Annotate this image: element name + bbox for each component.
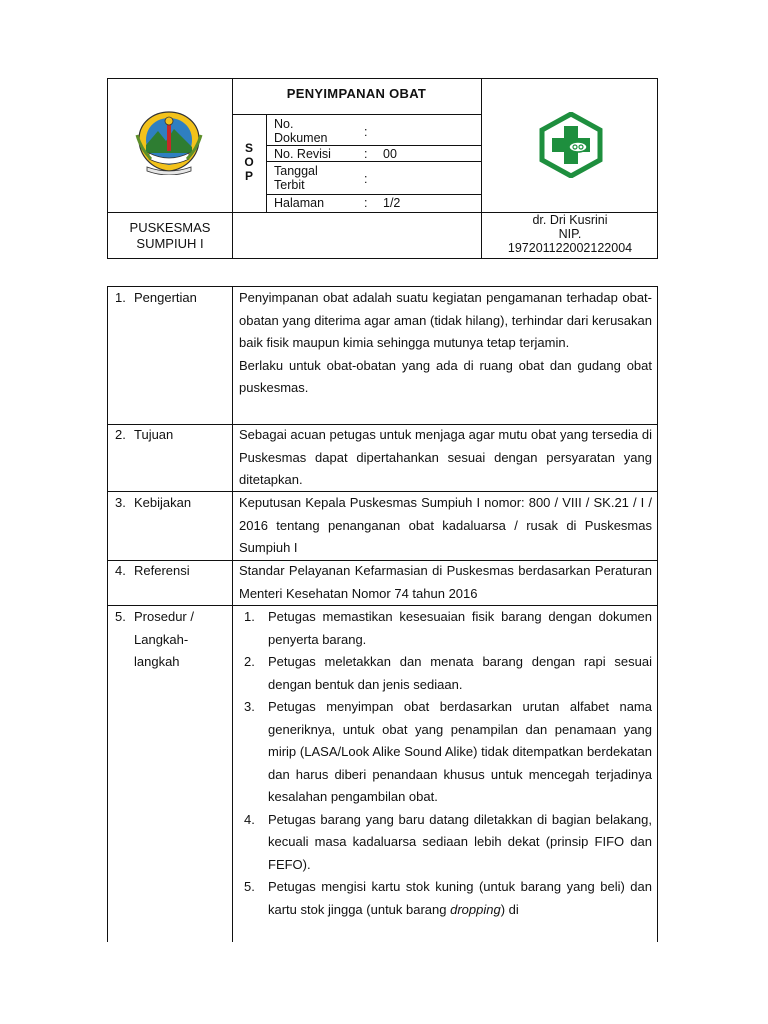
meta-label-tanggal-terbit: Tanggal Terbit [274, 164, 318, 192]
procedure-step: 3. Petugas menyimpan obat berdasarkan urutan alfabet nama generiknya, untuk obat yang penampilan dan penamaan yang mirip (LASA/Look Alike Sound Alike) tidak ditempatkan berdekatan dan harus diberi penandaan khusus untuk mencegah terjadinya kesalahan pengambilan obat. [244, 699, 652, 804]
section-label-kebijakan: 3. Kebijakan [115, 495, 192, 510]
meta-colon: : [364, 172, 368, 186]
procedure-step: 5. Petugas mengisi kartu stok kuning (untuk barang yang beli) dan kartu stok jingga (untuk barang dropping) di [244, 879, 652, 917]
procedure-step: 1. Petugas memastikan kesesuaian fisik barang dengan dokumen penyerta barang. [244, 609, 652, 647]
section-text-referensi: Standar Pelayanan Kefarmasian di Puskesmas berdasarkan Peraturan Menteri Kesehatan Nomor 74 tahun 2016 [239, 563, 652, 601]
meta-label-no-dokumen: No. Dokumen [274, 117, 328, 145]
meta-label-no-revisi: No. Revisi [274, 147, 331, 161]
section-text-kebijakan: Keputusan Kepala Puskesmas Sumpiuh I nomor: 800 / VIII / SK.21 / I / 2016 tentang penanganan obat kadaluarsa / rusak di Puskesmas Sumpiuh I [239, 495, 652, 555]
regency-emblem-icon [133, 109, 205, 180]
meta-colon: : [364, 125, 368, 139]
meta-value-halaman: 1/2 [383, 196, 401, 210]
sop-vertical-label: S O P [244, 141, 254, 183]
document-title: PENYIMPANAN OBAT [286, 86, 427, 101]
procedure-steps-list [239, 606, 652, 921]
section-text-pengertian: Penyimpanan obat adalah suatu kegiatan pengamanan terhadap obat-obatan yang diterima agar aman (tidak hilang), terhindar dari kerusakan baik fisik maupun kimia sehingga mutunya tetap terjamin. Berlaku untuk obat-obatan yang ada di ruang obat dan gudang obat puskesmas. [239, 290, 652, 395]
meta-label-halaman: Halaman [274, 196, 325, 210]
puskesmas-logo-icon [538, 112, 604, 183]
sop-content-table [107, 286, 658, 942]
procedure-step: 4. Petugas barang yang baru datang diletakkan di bagian belakang, kecuali masa kadaluarsa sediaan lebih dekat (prinsip FIFO dan FEFO). [244, 811, 652, 872]
section-label-referensi: 4. Referensi [115, 563, 190, 578]
meta-colon: : [364, 196, 368, 210]
procedure-step: 2. Petugas meletakkan dan menata barang dengan rapi sesuai dengan bentuk dan jenis sediaan. [244, 654, 652, 692]
section-label-tujuan: 2. Tujuan [115, 427, 174, 442]
section-label-pengertian: 1. Pengertian [115, 290, 197, 305]
meta-colon: : [364, 147, 368, 161]
section-text-tujuan: Sebagai acuan petugas untuk menjaga agar mutu obat yang tersedia di Puskesmas dapat dipertahankan sesuai dengan persyaratan yang ditetapkan. [239, 427, 652, 487]
signer-block: dr. Dri Kusrini NIP. 197201122002122004 [507, 213, 633, 255]
institution-name: PUSKESMAS SUMPIUH I [129, 220, 211, 251]
section-label-prosedur: 5. Prosedur / Langkah- langkah [115, 609, 194, 669]
meta-value-no-revisi: 00 [383, 147, 397, 161]
sop-header-table [107, 78, 658, 259]
